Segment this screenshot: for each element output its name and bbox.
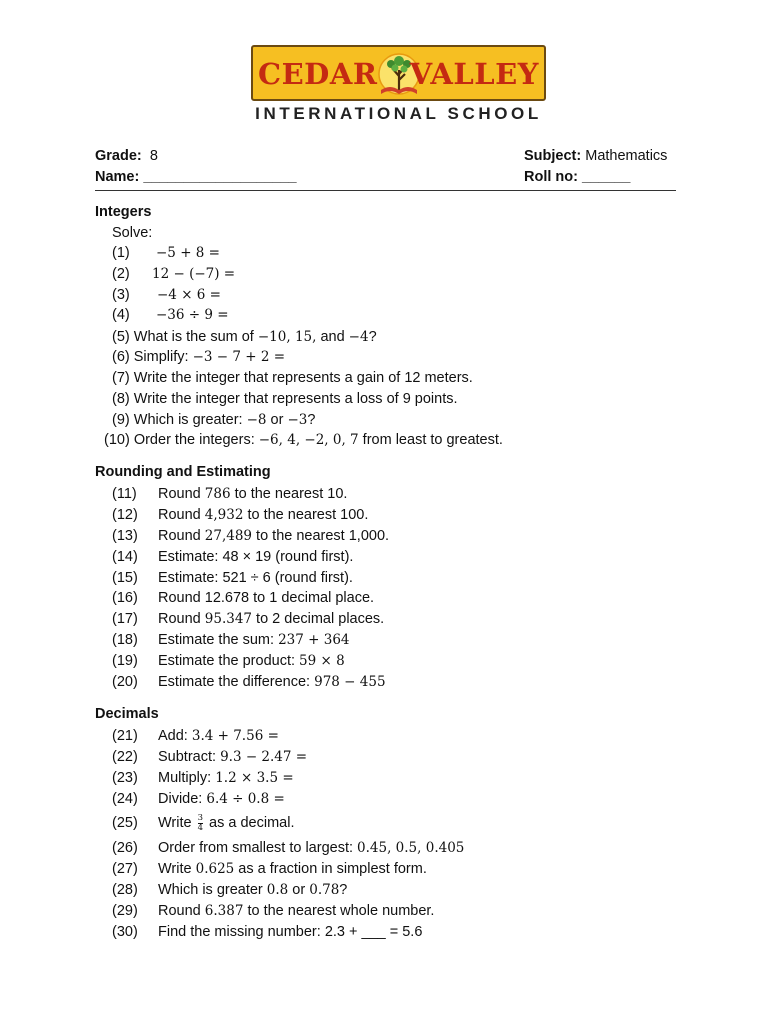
question-text: or [266, 412, 288, 428]
question-10 [104, 430, 503, 450]
question-text: Round [158, 611, 205, 627]
header-divider [95, 190, 676, 191]
section-title-integers: Integers [95, 204, 152, 220]
question-number: (21) [112, 728, 138, 744]
question-text: Round [158, 528, 205, 544]
question-body [158, 838, 464, 858]
roll-field [524, 167, 630, 187]
math-expression: 6.387 [204, 903, 244, 919]
math-expression: 237 + 364 [278, 632, 350, 648]
math-expression: −3 [287, 412, 308, 428]
question-number: (9) [112, 412, 130, 428]
question-text: Multiply: [158, 770, 216, 786]
question-text: Round [158, 903, 205, 919]
question-body [158, 859, 427, 879]
subject-field [524, 146, 667, 166]
question-number: (24) [112, 791, 138, 807]
question-number: (8) [112, 391, 130, 407]
question-text: as a fraction in simplest form. [234, 861, 427, 877]
question-body [158, 484, 347, 504]
question-number: (29) [112, 903, 138, 919]
section-title-decimals: Decimals [95, 706, 159, 722]
question-text: to the nearest 1,000. [252, 528, 390, 544]
question-number: (2) [112, 266, 130, 282]
question-text: Subtract: [158, 749, 221, 765]
question-text: to the nearest whole number. [243, 903, 435, 919]
math-expression: −8 [246, 412, 267, 428]
question-number: (26) [112, 840, 138, 856]
question-text: Which is greater: [133, 412, 247, 428]
question-body [158, 768, 294, 788]
question-body [158, 505, 368, 525]
question-4 [112, 305, 229, 325]
question-text: Estimate: 48 × 19 (round first). [158, 549, 354, 565]
question-text: or [288, 882, 310, 898]
subject-label: Subject: [524, 148, 582, 164]
question-text: Estimate the product: [158, 653, 300, 669]
fraction-denominator: 4 [197, 822, 204, 833]
question-expression: −36 ÷ 9 = [156, 307, 229, 323]
question-text: Find the missing number: 2.3 + ___ = 5.6 [158, 924, 423, 940]
math-expression: 59 × 8 [299, 653, 345, 669]
question-number: (22) [112, 749, 138, 765]
question-text: ? [368, 329, 377, 345]
question-number: (11) [112, 486, 137, 502]
question-number: (7) [112, 370, 130, 386]
question-body [158, 880, 347, 900]
question-body [158, 747, 307, 767]
question-1 [112, 243, 220, 263]
question-body [158, 726, 279, 746]
question-text: Order the integers: [133, 432, 259, 448]
question-number: (5) [112, 329, 130, 345]
question-text: Simplify: [133, 349, 193, 365]
math-expression: 0.8 [266, 882, 289, 898]
question-text: ? [307, 412, 316, 428]
question-text: Add: [158, 728, 192, 744]
question-number: (16) [112, 590, 138, 606]
question-8 [112, 389, 458, 409]
grade-value: 8 [149, 148, 158, 164]
question-number: (13) [112, 528, 138, 544]
math-expression: 6.4 ÷ 0.8 = [206, 791, 285, 807]
question-text: Write [158, 861, 196, 877]
fraction [198, 814, 203, 833]
question-number: (1) [112, 245, 130, 261]
section-title-rounding: Rounding and Estimating [95, 464, 271, 480]
math-expression: 9.3 − 2.47 = [220, 749, 308, 765]
question-number: (25) [112, 815, 138, 831]
question-number: (27) [112, 861, 138, 877]
question-text: Write the integer that represents a gain of 12 meters. [133, 370, 473, 386]
question-3 [112, 285, 221, 305]
fraction-numerator: 3 [197, 812, 204, 823]
question-body [158, 651, 345, 671]
question-number: (14) [112, 549, 138, 565]
question-text: Divide: [158, 791, 207, 807]
question-expression: −4 × 6 = [157, 287, 221, 303]
question-text: from least to greatest. [358, 432, 503, 448]
question-expression: 12 − (−7) = [152, 266, 236, 282]
name-blank[interactable]: ___________________ [143, 169, 297, 185]
question-7 [112, 368, 473, 388]
question-number: (12) [112, 507, 138, 523]
question-number: (17) [112, 611, 138, 627]
instruction-solve: Solve: [112, 225, 153, 241]
math-expression: −10, 15, [257, 329, 317, 345]
question-body [158, 526, 389, 546]
question-body [158, 901, 434, 921]
question-body [158, 609, 384, 629]
name-label: Name: [95, 169, 140, 185]
question-expression: −5 + 8 = [156, 245, 220, 261]
math-expression: 27,489 [204, 528, 253, 544]
question-body [158, 789, 285, 809]
math-expression: 4,932 [204, 507, 244, 523]
question-text: Round [158, 486, 205, 502]
question-text: to 2 decimal places. [252, 611, 385, 627]
roll-blank[interactable]: ______ [582, 169, 631, 185]
question-number: (15) [112, 570, 138, 586]
question-9 [112, 410, 315, 430]
question-number: (28) [112, 882, 138, 898]
question-text: to the nearest 10. [230, 486, 348, 502]
roll-label: Roll no: [524, 169, 578, 185]
logo-word-valley: VALLEY [409, 57, 539, 91]
question-text: Round 12.678 to 1 decimal place. [158, 590, 375, 606]
question-number: (6) [112, 349, 130, 365]
question-5 [112, 327, 377, 347]
question-text: and [316, 329, 349, 345]
question-6 [112, 347, 285, 367]
grade-field [95, 146, 158, 166]
question-number: (20) [112, 674, 138, 690]
logo-word-cedar: CEDAR [258, 57, 378, 91]
question-text: as a decimal. [205, 815, 295, 831]
name-field [95, 167, 297, 187]
question-number: (10) [104, 432, 130, 448]
math-expression: 95.347 [204, 611, 253, 627]
question-body [158, 813, 295, 833]
question-text: Which is greater [158, 882, 267, 898]
question-body [158, 630, 350, 650]
math-expression: 786 [204, 486, 231, 502]
question-text: Estimate: 521 ÷ 6 (round first). [158, 570, 353, 586]
question-2 [112, 264, 236, 284]
school-subtitle: INTERNATIONAL SCHOOL [255, 104, 542, 123]
question-text: Estimate the difference: [158, 674, 315, 690]
math-expression: −3 − 7 + 2 = [192, 349, 286, 365]
math-expression: −4 [348, 329, 369, 345]
math-expression: 0.45, 0.5, 0.405 [357, 840, 465, 856]
grade-label: Grade: [95, 148, 142, 164]
question-number: (3) [112, 287, 130, 303]
question-number: (23) [112, 770, 138, 786]
question-text: Round [158, 507, 205, 523]
school-logo [251, 45, 546, 101]
math-expression: 3.4 + 7.56 = [191, 728, 279, 744]
math-expression: −6, 4, −2, 0, 7 [258, 432, 359, 448]
question-number: (18) [112, 632, 138, 648]
math-expression: 0.625 [195, 861, 235, 877]
question-body [158, 672, 386, 692]
question-number: (30) [112, 924, 138, 940]
question-text: ? [339, 882, 348, 898]
question-text: to the nearest 100. [243, 507, 369, 523]
question-number: (19) [112, 653, 138, 669]
question-text: Order from smallest to largest: [158, 840, 358, 856]
math-expression: 1.2 × 3.5 = [215, 770, 294, 786]
question-text: Write [158, 815, 196, 831]
subject-value: Mathematics [585, 148, 668, 164]
question-number: (4) [112, 307, 130, 323]
question-text: What is the sum of [133, 329, 258, 345]
math-expression: 0.78 [309, 882, 340, 898]
question-text: Estimate the sum: [158, 632, 279, 648]
math-expression: 978 − 455 [314, 674, 386, 690]
question-text: Write the integer that represents a loss of 9 points. [133, 391, 458, 407]
